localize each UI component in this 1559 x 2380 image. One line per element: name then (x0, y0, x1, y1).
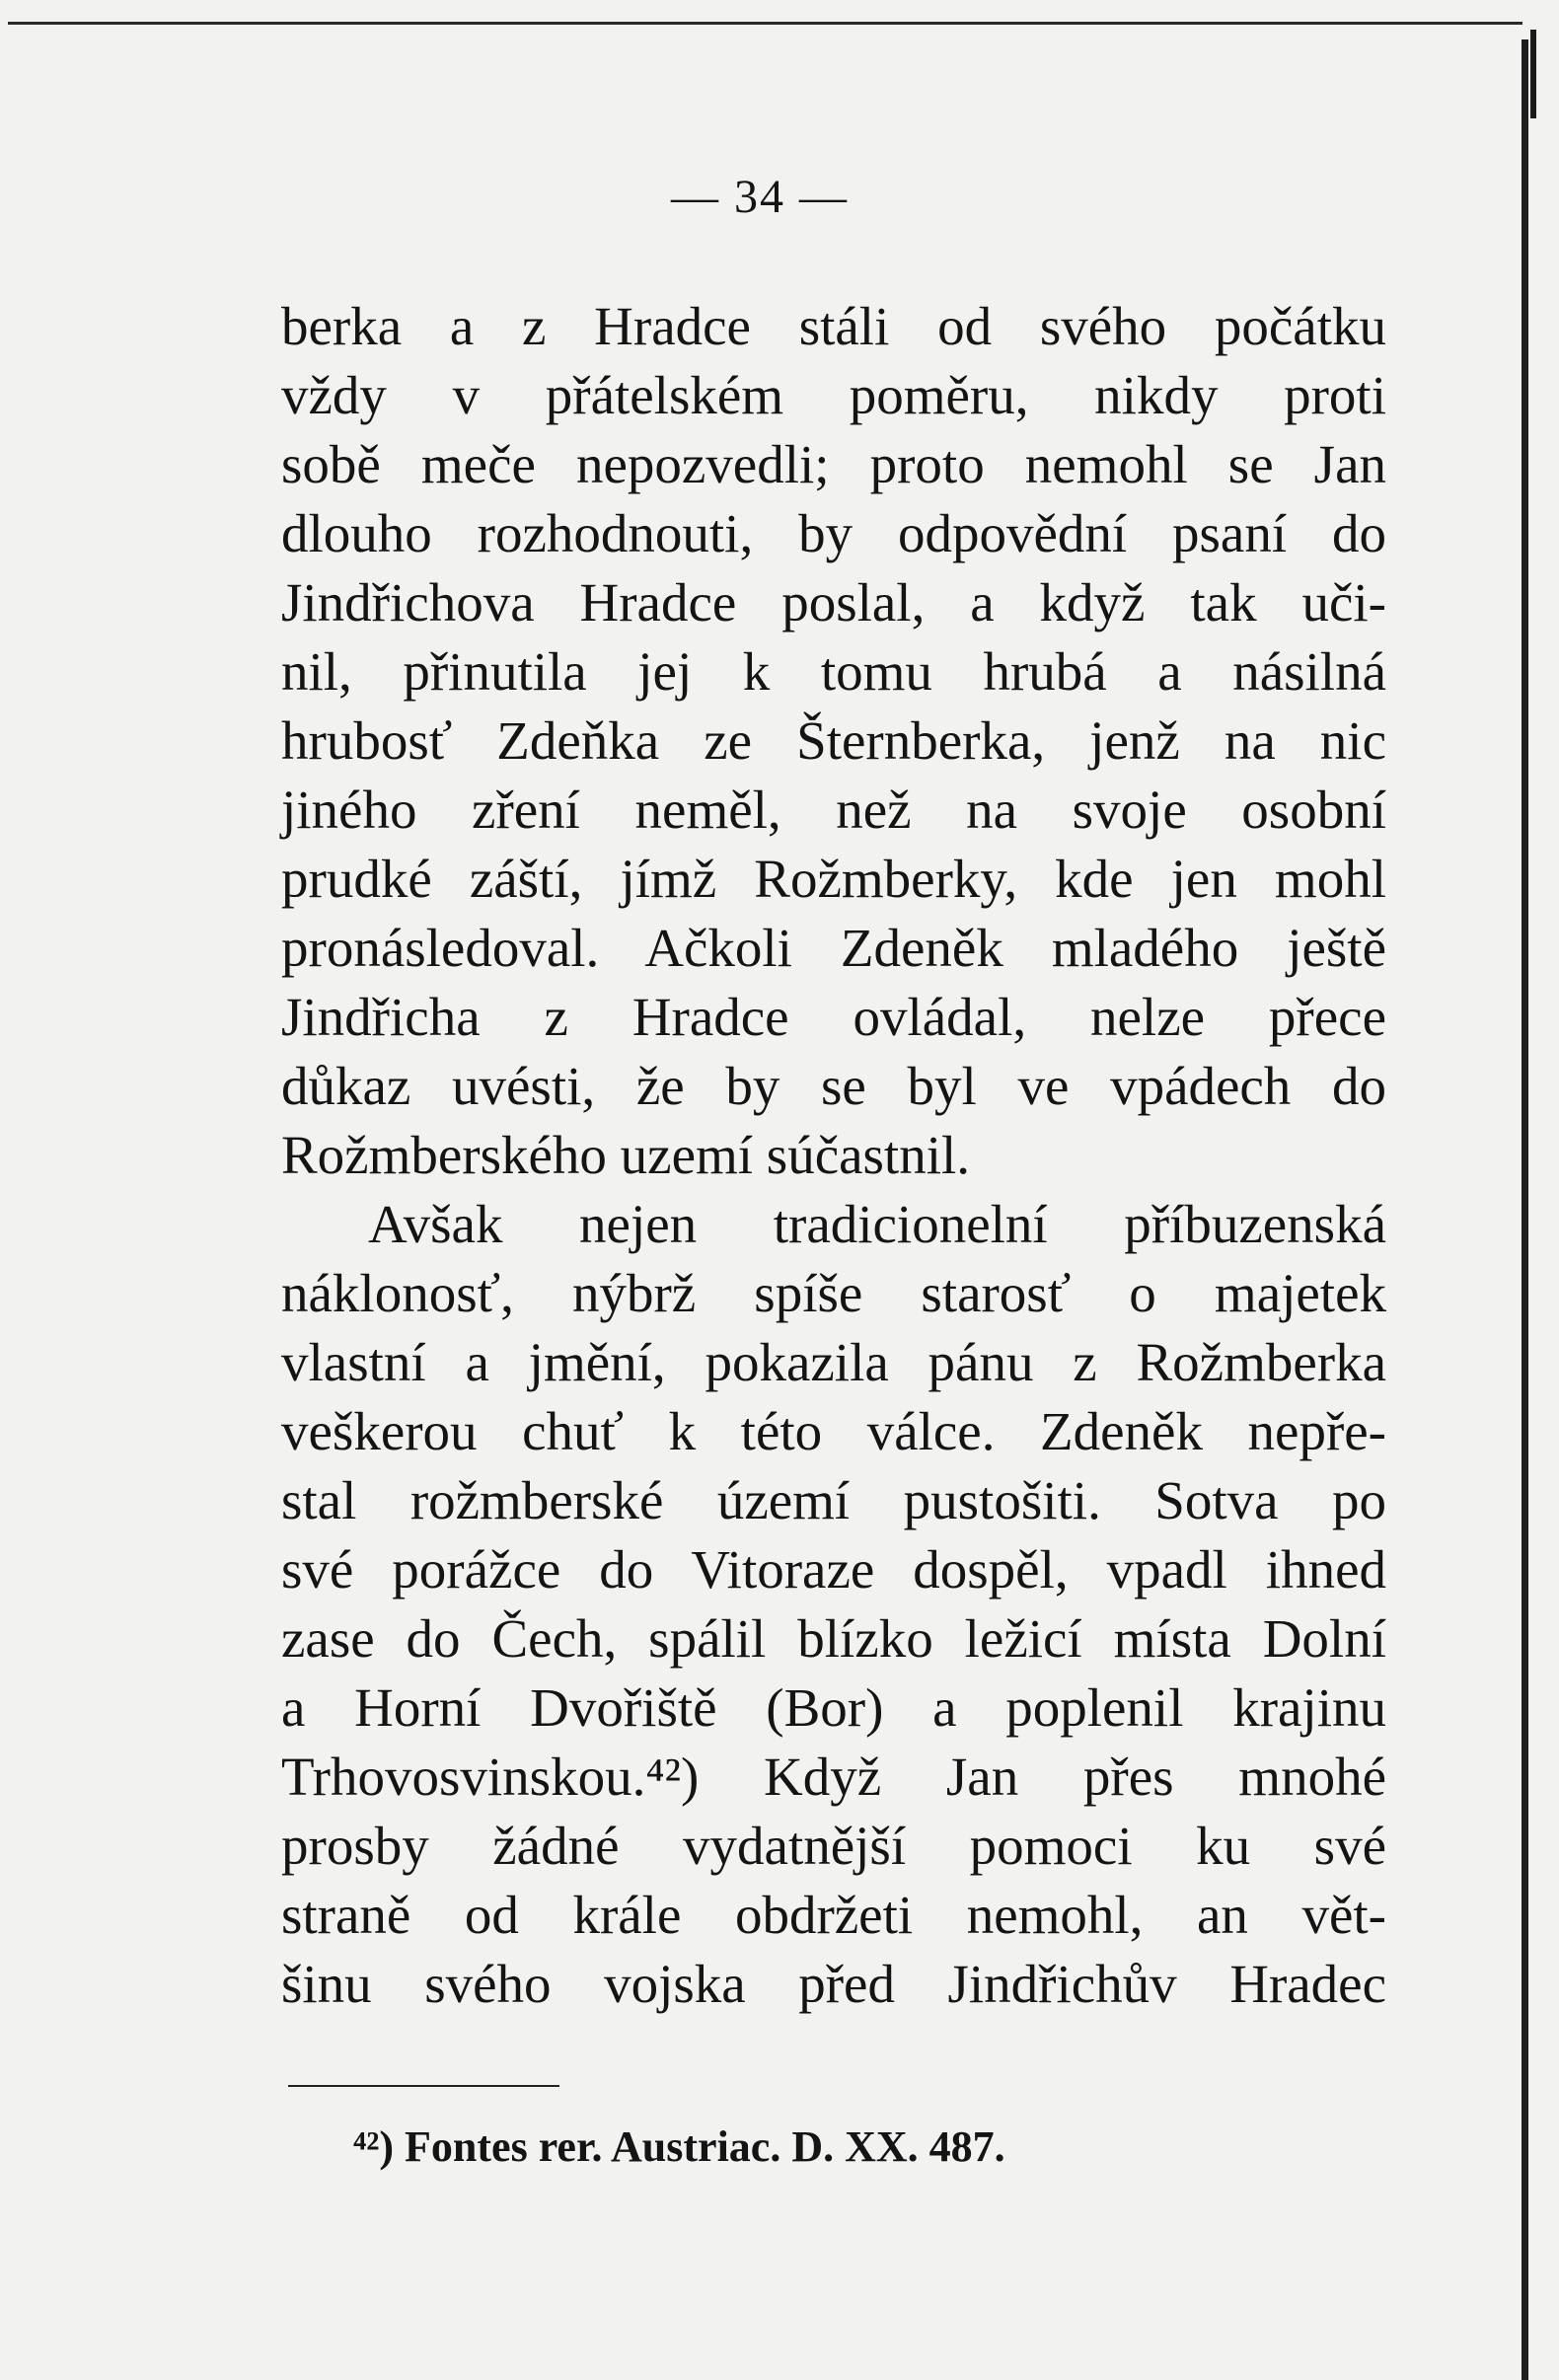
text-line: prosby žádné vydatnější pomoci ku své (281, 1816, 1386, 1876)
text-line: vždy v přátelském poměru, nikdy proti (281, 365, 1386, 425)
text-line: Jindřicha z Hradce ovládal, nelze přece (281, 987, 1386, 1047)
scan-right-edge (1522, 39, 1528, 2380)
text-line: nil, přinutila jej k tomu hrubá a násilná (281, 641, 1386, 702)
text-line: Trhovosvinskou.⁴²) Když Jan přes mnohé (281, 1747, 1386, 1807)
footnote-rule (288, 2085, 559, 2087)
text-line: Avšak nejen tradicionelní příbuzenská (368, 1194, 1386, 1254)
text-line: Jindřichova Hradce poslal, a když tak uči- (281, 572, 1386, 632)
text-line: hrubosť Zdeňka ze Šternberka, jenž na nic (281, 710, 1386, 771)
scan-top-edge (8, 22, 1522, 25)
text-line: své porážce do Vitoraze dospěl, vpadl ihned (281, 1539, 1386, 1599)
text-line: a Horní Dvořiště (Bor) a poplenil krajinu (281, 1677, 1386, 1738)
text-line: prudké záští, jímž Rožmberky, kde jen mohl (281, 849, 1386, 909)
text-line: náklonosť, nýbrž spíše starosť o majetek (281, 1263, 1386, 1323)
text-line: pronásledoval. Ačkoli Zdeněk mladého ještě (281, 918, 1386, 978)
text-line: dlouho rozhodnouti, by odpovědní psaní do (281, 503, 1386, 563)
text-line: berka a z Hradce stáli od svého počátku (281, 296, 1386, 356)
text-line: straně od krále obdržeti nemohl, an vět- (281, 1885, 1386, 1945)
footnote: ⁴²) Fontes rer. Austriac. D. XX. 487. (353, 2122, 1005, 2171)
scan-edge-mark (1530, 30, 1536, 118)
body-text (281, 292, 1386, 2019)
text-line: jiného zření neměl, než na svoje osobní (281, 780, 1386, 840)
text-line: Rožmberského uzemí súčastnil. (281, 1125, 971, 1185)
text-line: sobě meče nepozvedli; proto nemohl se Jan (281, 434, 1386, 494)
text-line: veškerou chuť k této válce. Zdeněk nepře- (281, 1401, 1386, 1461)
text-line: důkaz uvésti, že by se byl ve vpádech do (281, 1056, 1386, 1116)
text-line: šinu svého vojska před Jindřichův Hradec (281, 1954, 1386, 2014)
text-line: vlastní a jmění, pokazila pánu z Rožmberka (281, 1332, 1386, 1392)
text-line: stal rožmberské území pustošiti. Sotva po (281, 1470, 1386, 1530)
text-line: zase do Čech, spálil blízko ležicí místa Dolní (281, 1608, 1386, 1669)
page-number: — 34 — (671, 171, 849, 223)
